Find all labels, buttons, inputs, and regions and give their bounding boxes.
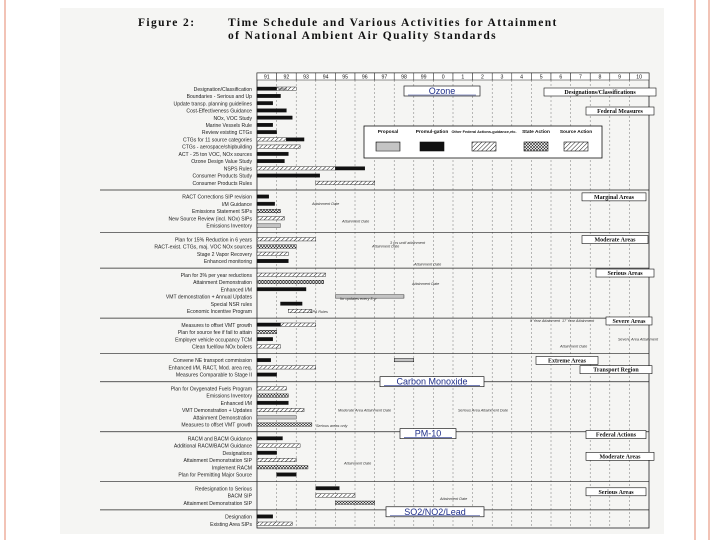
- activity-bar: [257, 109, 286, 112]
- row-label: Plan for 15% Reduction in 6 years: [174, 237, 252, 244]
- activity-bar: [257, 408, 304, 411]
- row-label: VMT demonstration + Annual Updates: [165, 294, 252, 301]
- row-label: Special NSR rules: [210, 301, 252, 308]
- activity-bar: [316, 181, 375, 184]
- year-label: 97: [381, 74, 388, 81]
- activity-bar: [257, 174, 320, 177]
- activity-bar: [277, 473, 297, 476]
- row-label: Consumer Products Rules: [192, 180, 252, 187]
- annotation-text: Attainment Date: [412, 282, 440, 287]
- row-label: Marine Vessels Rule: [205, 123, 252, 130]
- activity-bar: [257, 323, 281, 326]
- side-label: Serious Areas: [598, 489, 634, 496]
- row-label: Plan for 3% per year reductions: [180, 272, 252, 279]
- annotation-text: Serious areas only: [316, 423, 348, 428]
- activity-bar: [257, 515, 273, 518]
- row-label: Convene NE transport commission: [173, 358, 252, 365]
- figure-title-line-1: Time Schedule and Various Activities for Attainment: [228, 17, 558, 29]
- activity-bar: [257, 366, 316, 369]
- row-label: Plan for Oxygenated Fuels Program: [170, 386, 252, 393]
- legend-swatch: [564, 142, 588, 151]
- row-label: Enhanced I/M, RACT, Mod. area req.: [168, 365, 252, 372]
- legend-label: Other Federal Actions-guidance,etc.: [451, 130, 517, 134]
- row-label: CTGs - aerospace/shipbuilding: [182, 144, 252, 151]
- legend-swatch: [376, 142, 400, 151]
- annotation-text: 3 yrs until attainment: [390, 240, 426, 245]
- year-label: 4: [520, 74, 524, 81]
- activity-bar: [257, 217, 284, 220]
- annotation-text: Serious Area Attainment Date: [458, 408, 508, 413]
- row-label: Plan for Permitting Major Source: [178, 472, 252, 479]
- year-label: 98: [401, 74, 407, 81]
- legend-label: Source Action: [559, 130, 593, 135]
- year-label: 99: [420, 74, 427, 81]
- activity-bar: [257, 167, 335, 170]
- year-label: 94: [322, 74, 329, 81]
- side-label: Extreme Areas: [548, 358, 586, 365]
- row-label: Measures to offset VMT growth: [181, 322, 252, 329]
- activity-bar: [257, 288, 306, 291]
- activity-bar: [281, 323, 316, 326]
- row-label: Cost-Effectiveness Guidance: [186, 108, 252, 115]
- row-label: VMT Demonstration + Updates: [182, 408, 252, 415]
- annotation-text: Attainment Date: [342, 219, 370, 224]
- activity-bar: [257, 195, 269, 198]
- activity-bar: [257, 358, 271, 361]
- legend-label: State Action: [522, 130, 550, 135]
- row-label: Redesignation to Serious: [195, 486, 252, 493]
- activity-bar: [257, 394, 288, 397]
- annotation-text: Attainment Date: [312, 201, 340, 206]
- figure-title-line-2: of National Ambient Air Quality Standards: [228, 30, 498, 42]
- row-label: Measures Comparable to Stage II: [175, 372, 252, 379]
- side-label: Federal Actions: [595, 432, 637, 439]
- activity-bar: [257, 202, 275, 205]
- legend-label: Proposal: [377, 130, 399, 135]
- row-label: Designation/Classification: [193, 86, 252, 93]
- activity-bar: [257, 138, 286, 141]
- year-label: 8: [598, 74, 602, 81]
- row-label: Update transp. planning guidelines: [173, 101, 252, 108]
- row-label: CTGs for 11 source categories: [183, 137, 252, 144]
- side-label: Moderate Areas: [594, 237, 636, 244]
- year-label: 3: [500, 74, 504, 81]
- figure-label: Figure 2:: [138, 17, 196, 29]
- activity-bar: [257, 466, 308, 469]
- year-label: 7: [578, 74, 582, 81]
- activity-bar: [257, 238, 316, 241]
- annotation-text: Attainment Date: [414, 262, 442, 267]
- activity-bar: [257, 123, 273, 126]
- row-label: RACM and BACM Guidance: [187, 436, 252, 443]
- annotation-text: If Year Attainment: [530, 318, 560, 323]
- row-label: RACT-exist. CTGs, maj. VOC NOx sources: [154, 244, 252, 251]
- activity-bar: [257, 87, 277, 90]
- row-label: Boundaries - Serious and Up: [186, 94, 252, 101]
- activity-bar: [257, 522, 292, 525]
- row-label: Designations: [222, 450, 252, 457]
- row-label: Consumer Products Study: [192, 173, 252, 180]
- activity-bar: [257, 337, 273, 340]
- year-label: 1: [461, 74, 465, 81]
- row-label: Enhanced I/M: [220, 287, 252, 294]
- row-label: I/M Guidance: [221, 201, 252, 208]
- row-label: NOx, VOC Study: [213, 115, 252, 122]
- annotation-text: Severe Area Attainment: [618, 337, 659, 342]
- side-label: Transport Region: [593, 367, 639, 374]
- row-label: Measures to offset VMT growth: [181, 422, 252, 429]
- activity-bar: [257, 373, 277, 376]
- side-label: Serious Areas: [607, 271, 643, 278]
- activity-bar: [335, 167, 364, 170]
- activity-bar: [281, 302, 303, 305]
- legend-swatch: [524, 142, 548, 151]
- activity-bar: [257, 451, 277, 454]
- annotation-text: Moderate Area Attainment Date: [338, 408, 392, 413]
- activity-bar: [257, 458, 296, 461]
- row-label: ACT - 25 ton VOC, NOx sources: [178, 151, 252, 158]
- activity-bar: [257, 387, 286, 390]
- row-label: Attainment Demonstration SIP: [183, 500, 252, 507]
- activity-bar: [286, 138, 304, 141]
- year-label: 10: [636, 74, 643, 81]
- year-label: 93: [303, 74, 309, 81]
- annotation-text: for updates every 3 yr: [340, 296, 377, 301]
- row-label: BACM SIP: [227, 493, 252, 500]
- legend-swatch: [420, 142, 444, 151]
- activity-bar: [257, 252, 288, 255]
- year-label: 5: [539, 74, 543, 81]
- section-header-pm: PM-10: [414, 428, 442, 439]
- activity-bar: [257, 330, 277, 333]
- row-label: Stage 2 Vapor Recovery: [196, 251, 252, 258]
- activity-bar: [316, 494, 355, 497]
- row-label: Emissions Statement SIPs: [191, 209, 252, 216]
- side-label: Severe Areas: [612, 318, 646, 325]
- activity-bar: [257, 444, 300, 447]
- activity-bar: [257, 152, 288, 155]
- activity-bar: [257, 416, 296, 419]
- activity-bar: [257, 94, 281, 97]
- legend-label: Promul-gation: [415, 130, 449, 135]
- year-label: 2: [480, 74, 484, 81]
- activity-bar: [257, 437, 282, 440]
- row-label: Attainment Demonstration: [193, 280, 252, 287]
- row-label: NSPS Rules: [223, 166, 252, 173]
- activity-bar: [394, 358, 414, 361]
- row-label: Clean fuel/low NOx boilers: [191, 344, 252, 351]
- annotation-text: Initial: [278, 87, 287, 91]
- row-label: Ozone Design Value Study: [191, 159, 252, 166]
- activity-bar: [288, 309, 312, 312]
- annotation-text: 17 Year Attainment: [562, 318, 595, 323]
- row-label: Review existing CTGs: [201, 130, 252, 137]
- side-label: Federal Measures: [597, 109, 643, 115]
- activity-bar: [316, 487, 340, 490]
- year-label: 96: [361, 74, 368, 81]
- activity-bar: [257, 401, 288, 404]
- year-label: 92: [283, 74, 290, 81]
- row-label: Designation: [225, 514, 252, 521]
- year-label: 0: [441, 74, 445, 81]
- row-label: Emissions Inventory: [206, 393, 252, 400]
- row-label: Enhanced monitoring: [203, 259, 252, 266]
- row-label: Existing Area SIPs: [210, 521, 252, 528]
- side-label: Marginal Areas: [593, 194, 635, 201]
- activity-bar: [257, 224, 281, 227]
- section-header-ozone: Ozone: [428, 86, 456, 96]
- activity-bar: [335, 501, 374, 504]
- activity-bar: [257, 273, 326, 276]
- row-label: Attainment Demonstration: [193, 415, 252, 422]
- activity-bar: [257, 101, 273, 104]
- legend-swatch: [472, 142, 496, 151]
- row-label: Enhanced I/M: [220, 400, 252, 407]
- row-label: Employer vehicle occupancy TCM: [175, 337, 252, 344]
- year-label: 6: [559, 74, 563, 81]
- row-label: Implement RACM: [211, 465, 252, 472]
- row-label: Plan for source fee if fail to attain: [177, 330, 252, 337]
- row-label: Emissions Inventory: [206, 223, 252, 230]
- annotation-text: Attainment Date: [440, 496, 468, 501]
- section-header-co: Carbon Monoxide: [396, 376, 468, 387]
- activity-bar: [257, 209, 281, 212]
- activity-bar: [257, 280, 324, 283]
- activity-bar: [257, 423, 312, 426]
- annotation-text: Attainment Date: [560, 344, 588, 349]
- year-label: 91: [263, 74, 270, 81]
- year-label: 9: [618, 74, 622, 81]
- activity-bar: [257, 116, 292, 119]
- annotation-text: Attainment Date: [344, 461, 372, 466]
- side-label: Moderate Areas: [599, 454, 641, 461]
- year-label: 95: [342, 74, 349, 81]
- activity-bar: [257, 145, 300, 148]
- annotation-text: EPA Rules: [310, 310, 328, 315]
- row-label: Attainment Demonstration SIP: [183, 458, 252, 465]
- side-label: Designations/Classifications: [564, 90, 636, 96]
- row-label: New Source Review (incl. NOx) SIPs: [168, 216, 252, 223]
- activity-bar: [257, 259, 288, 262]
- section-header-so2: SO2/NO2/Lead: [404, 506, 466, 517]
- activity-bar: [257, 245, 296, 248]
- row-label: Economic Incentive Program: [186, 309, 252, 316]
- activity-bar: [257, 130, 277, 133]
- row-label: RACT Corrections SIP revision: [182, 194, 252, 201]
- activity-bar: [257, 159, 284, 162]
- row-label: Additional RACM/BACM Guidance: [173, 443, 252, 450]
- annotation-text: Attainment Date: [372, 244, 400, 249]
- activity-bar: [257, 345, 281, 348]
